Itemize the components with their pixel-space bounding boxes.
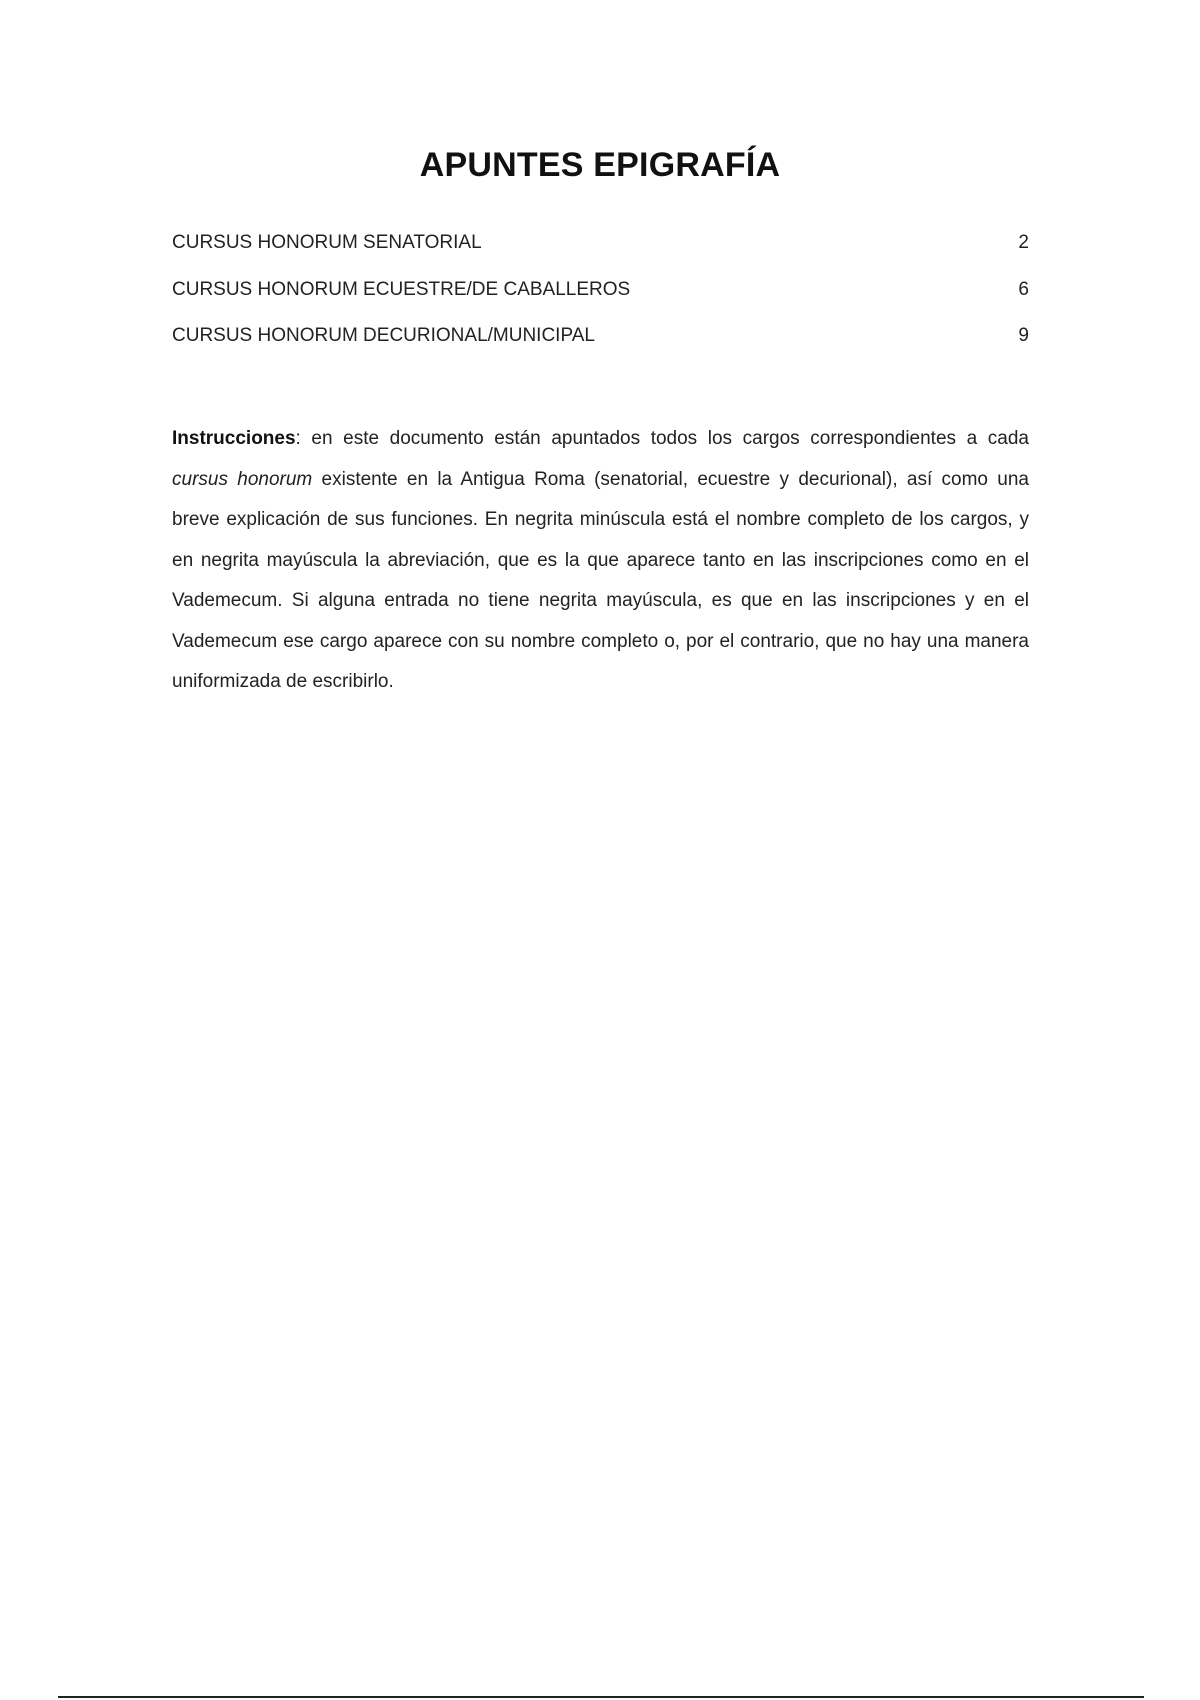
- toc-entry-page: 2: [1018, 232, 1029, 253]
- footer-divider: [58, 1696, 1144, 1698]
- table-of-contents: [172, 232, 1029, 372]
- instructions-paragraph: [172, 419, 1029, 703]
- toc-entry[interactable]: [172, 325, 1029, 372]
- toc-entry-title: CURSUS HONORUM DECURIONAL/MUNICIPAL: [172, 325, 595, 346]
- instructions-italic-term: cursus honorum: [172, 468, 313, 490]
- instructions-text-2: existente en la Antigua Roma (senatorial, ecuestre y decurional), así como una breve explicación de sus funciones. En negrita minúscula está el nombre completo de los cargos, y en negrita mayúscula la abreviación, que es la que aparece tanto en las inscripciones como en el Vademecum. Si alguna entrada no tiene negrita mayúscula, es que en las inscripciones y en el Vademecum ese cargo aparece con su nombre completo o, por el contrario, que no hay una manera uniformizada de escribirlo.: [172, 468, 1029, 692]
- toc-entry-page: 9: [1018, 325, 1029, 346]
- toc-entry-title: CURSUS HONORUM SENATORIAL: [172, 232, 482, 253]
- toc-entry-title: CURSUS HONORUM ECUESTRE/DE CABALLEROS: [172, 278, 631, 300]
- document-title: APUNTES EPIGRAFÍA: [419, 146, 781, 184]
- instructions-lead: Instrucciones: [172, 428, 296, 449]
- instructions-text-1: : en este documento están apuntados todos los cargos correspondientes a cada: [295, 428, 1029, 449]
- toc-entry[interactable]: [172, 279, 1029, 326]
- toc-entry[interactable]: [172, 232, 1029, 279]
- toc-entry-page: 6: [1018, 278, 1029, 300]
